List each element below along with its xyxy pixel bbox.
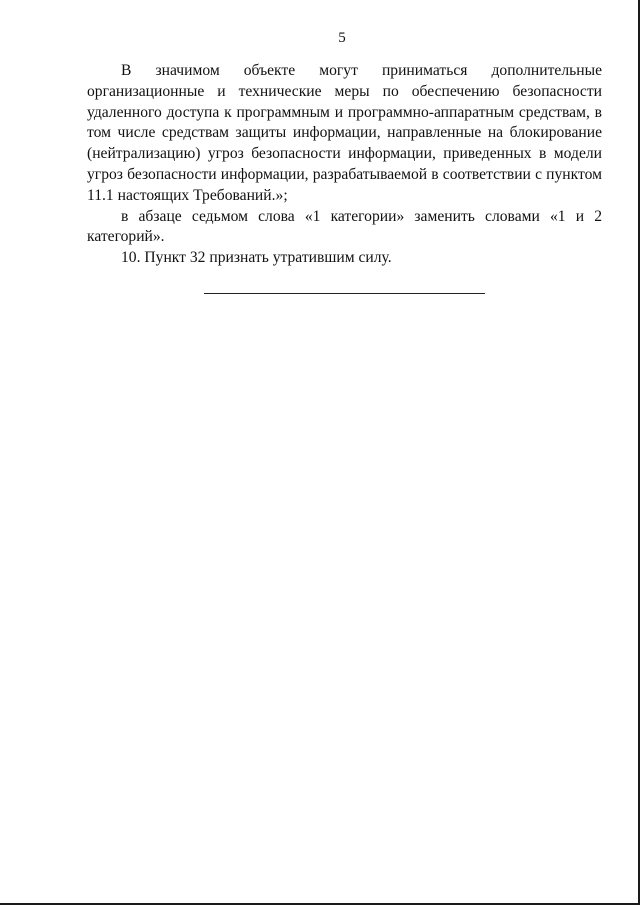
page-number: 5 xyxy=(338,30,346,46)
paragraph-additional-measures: В значимом объекте могут приниматься дополнительные организационные и технические меры по обеспечению безопасности удаленного доступа к программным и программно-аппаратным средствам, в том числе средствам защиты информации, направленные на блокирование (нейтрализацию) угроз безопасности информации, приведенных в модели угроз безопасности информации, разрабатываемой в соответствии с пунктом 11.1 настоящих Требований.»; xyxy=(87,62,602,204)
end-separator-line xyxy=(204,293,485,294)
paragraph-amendment-seventh: в абзаце седьмом слова «1 категории» заменить словами «1 и 2 категорий». xyxy=(87,207,602,246)
paragraph-item-32: 10. Пункт 32 признать утратившим силу. xyxy=(121,249,392,267)
body-text xyxy=(87,61,602,269)
